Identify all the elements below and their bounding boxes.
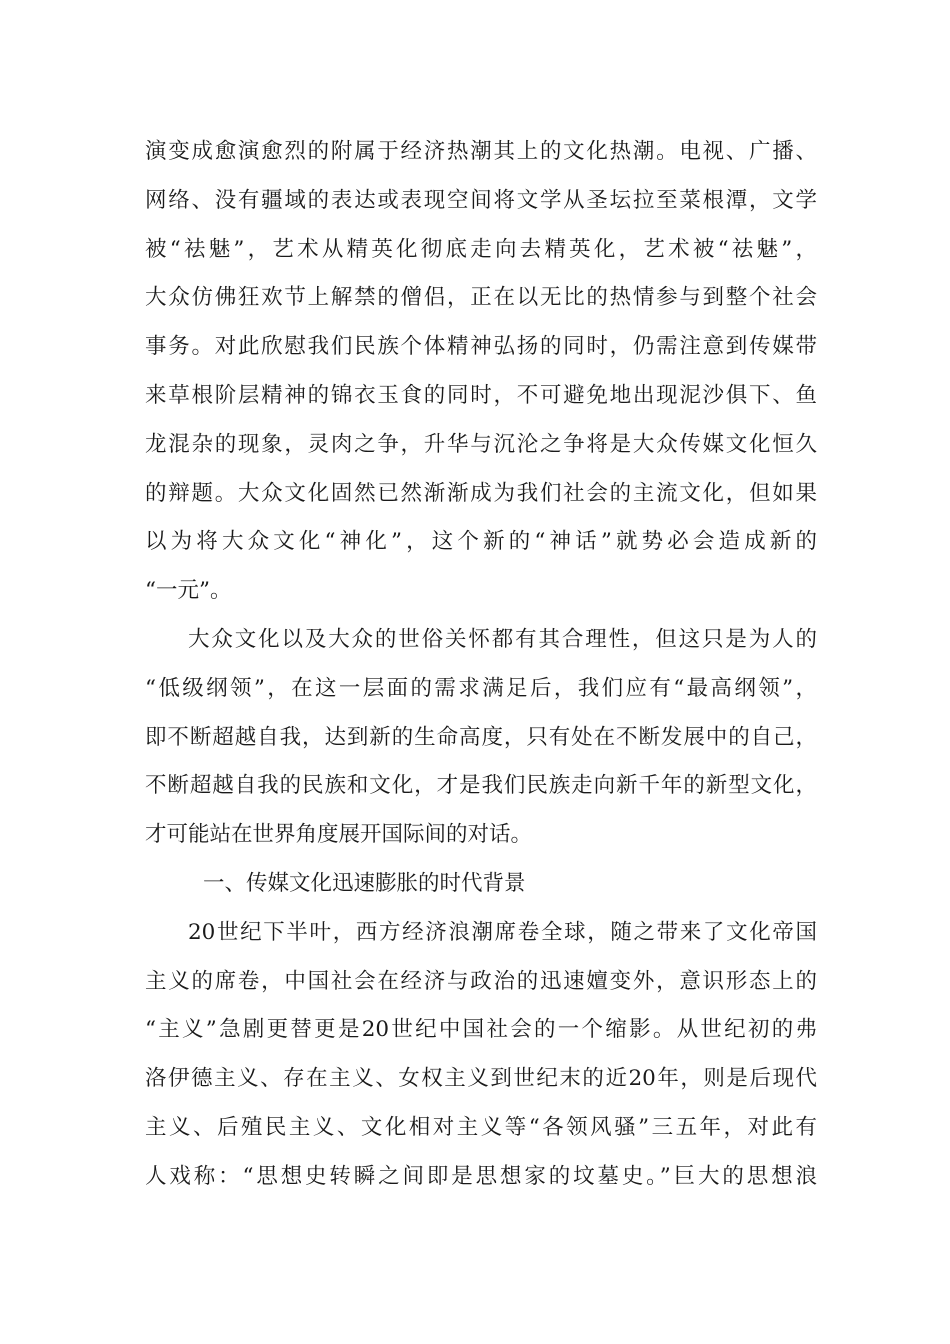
- text-line: 被“祛魅”，艺术从精英化彻底走向去精英化，艺术被“祛魅”，: [145, 236, 817, 262]
- paragraph-3: [145, 909, 817, 1202]
- text-line: “主义”急剧更替更是20世纪中国社会的一个缩影。从世纪初的弗: [145, 1017, 817, 1043]
- text-line: 来草根阶层精神的锦衣玉食的同时，不可避免地出现泥沙俱下、鱼: [145, 382, 817, 408]
- paragraph-2: [145, 616, 817, 860]
- text-line: 大众仿佛狂欢节上解禁的僧侣，正在以无比的热情参与到整个社会: [145, 285, 817, 311]
- text-line: 大众文化以及大众的世俗关怀都有其合理性，但这只是为人的: [188, 626, 817, 652]
- text-line: 才可能站在世界角度展开国际间的对话。: [145, 822, 533, 848]
- document-body: [145, 128, 817, 1202]
- text-line: 不断超越自我的民族和文化，才是我们民族走向新千年的新型文化，: [145, 773, 817, 799]
- text-line: “一元”。: [145, 578, 232, 604]
- text-line: “低级纲领”，在这一层面的需求满足后，我们应有“最高纲领”，: [145, 675, 817, 701]
- text-line: 洛伊德主义、存在主义、女权主义到世纪末的近20年，则是后现代: [145, 1066, 817, 1092]
- section-heading: [145, 860, 817, 909]
- text-line: 即不断超越自我，达到新的生命高度，只有处在不断发展中的自己，: [145, 724, 817, 750]
- text-line: 人戏称：“思想史转瞬之间即是思想家的坟墓史。”巨大的思想浪: [145, 1163, 817, 1189]
- text-line: 的辩题。大众文化固然已然渐渐成为我们社会的主流文化，但如果: [145, 480, 817, 506]
- text-line: 主义、后殖民主义、文化相对主义等“各领风骚”三五年，对此有: [145, 1114, 817, 1140]
- section-heading-text: 一、传媒文化迅速膨胀的时代背景: [203, 870, 526, 896]
- paragraph-1: [145, 128, 817, 616]
- text-line: 事务。对此欣慰我们民族个体精神弘扬的同时，仍需注意到传媒带: [145, 334, 817, 360]
- text-line: 网络、没有疆域的表达或表现空间将文学从圣坛拉至菜根潭，文学: [145, 187, 817, 213]
- text-line: 以为将大众文化“神化”，这个新的“神话”就势必会造成新的: [145, 529, 817, 555]
- text-line: 龙混杂的现象，灵肉之争，升华与沉沦之争将是大众传媒文化恒久: [145, 431, 817, 457]
- text-line: 演变成愈演愈烈的附属于经济热潮其上的文化热潮。电视、广播、: [145, 139, 817, 164]
- text-line: 20世纪下半叶，西方经济浪潮席卷全球，随之带来了文化帝国: [188, 919, 817, 945]
- text-line: 主义的席卷，中国社会在经济与政治的迅速嬗变外，意识形态上的: [145, 968, 817, 994]
